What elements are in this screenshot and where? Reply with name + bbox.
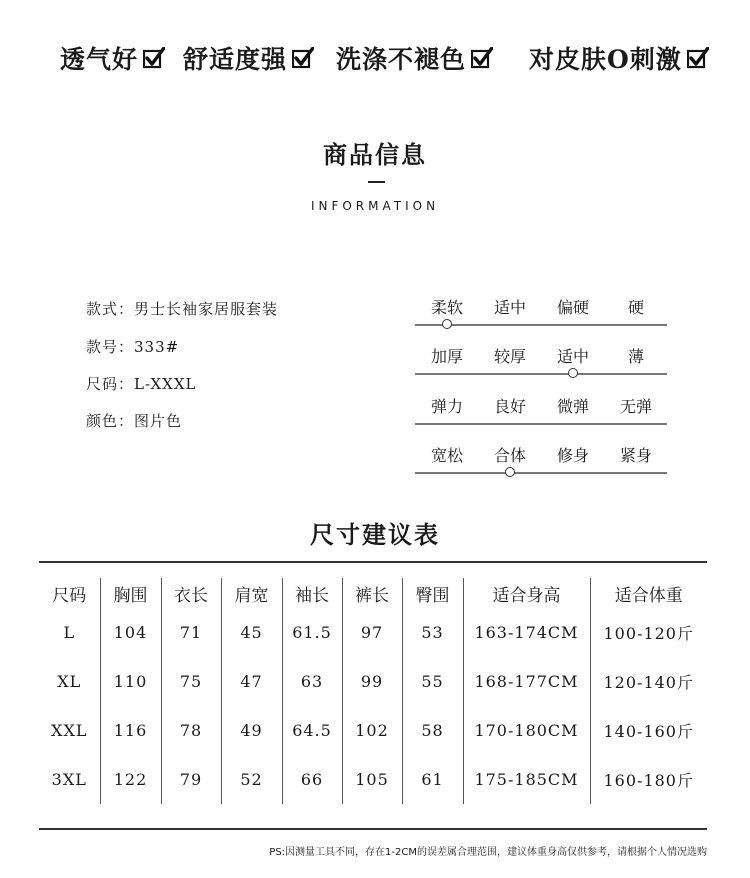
table-bottom-rule [39, 828, 707, 830]
table-row [39, 608, 707, 657]
scale-option: 较厚 [493, 347, 526, 366]
table-cell: 63 [282, 657, 342, 706]
table-cell: 105 [342, 755, 402, 804]
table-cell: 71 [161, 608, 221, 657]
header-cell: 适合体重 [590, 578, 707, 608]
scale-option: 柔软 [430, 298, 463, 317]
table-cell: 66 [282, 755, 342, 804]
table-cell: 102 [342, 706, 402, 755]
scale-option: 良好 [493, 397, 526, 416]
table-cell: XXL [51, 721, 88, 740]
table-cell: 61 [402, 755, 463, 804]
table-row [39, 657, 707, 706]
table-cell: 175-185CM [463, 755, 590, 804]
header-cell: 袖长 [282, 578, 342, 608]
scale-option: 合体 [493, 446, 526, 465]
info-subtitle: INFORMATION [310, 199, 440, 213]
feature-item [183, 40, 314, 76]
table-row [39, 706, 707, 755]
header-cell: 适合身高 [463, 578, 590, 608]
table-cell: 78 [161, 706, 221, 755]
table-cell: 100-120斤 [590, 608, 707, 657]
scale-indicator-dot [442, 319, 452, 329]
table-cell: 116 [100, 706, 161, 755]
scale-indicator-dot [505, 467, 515, 477]
table-cell: 47 [221, 657, 282, 706]
table-cell: 170-180CM [463, 706, 590, 755]
table-cell: 122 [100, 755, 161, 804]
elasticity-scale [415, 394, 667, 444]
scale-indicator-dot [568, 368, 578, 378]
spec-color: 颜色：图片色 [86, 412, 183, 430]
feature-label: 透气好 [60, 45, 139, 74]
table-cell: 163-174CM [463, 608, 590, 657]
scale-option: 紧身 [619, 446, 652, 465]
scale-option: 偏硬 [556, 298, 589, 317]
table-cell: 49 [221, 706, 282, 755]
table-cell: L [63, 623, 76, 642]
scale-option: 薄 [627, 347, 644, 366]
table-cell: 64.5 [282, 706, 342, 755]
scale-option: 适中 [556, 347, 589, 366]
spec-model-number: 款号：333# [86, 338, 180, 356]
size-table [39, 578, 707, 804]
thickness-scale [415, 344, 667, 394]
info-title: 商品信息 [323, 140, 427, 169]
feature-strip [0, 40, 750, 84]
table-cell: 140-160斤 [590, 706, 707, 755]
header-cell: 臀围 [402, 578, 463, 608]
header-cell: 胸围 [100, 578, 161, 608]
table-cell: 58 [402, 706, 463, 755]
spec-style: 款式：男士长袖家居服套装 [86, 300, 279, 318]
table-top-rule [39, 561, 707, 563]
scale-option: 微弹 [556, 397, 589, 416]
feature-item [336, 40, 493, 76]
scale-option: 无弹 [619, 397, 652, 416]
scale-track [415, 324, 667, 326]
table-cell: 61.5 [282, 608, 342, 657]
checkbox-checked-icon [292, 47, 314, 69]
table-cell: 53 [402, 608, 463, 657]
checkbox-checked-icon [143, 47, 165, 69]
feature-item [529, 40, 709, 76]
table-cell: 55 [402, 657, 463, 706]
table-cell: 52 [221, 755, 282, 804]
fit-scale [415, 443, 667, 493]
scale-track [415, 423, 667, 425]
table-cell: 79 [161, 755, 221, 804]
header-cell: 肩宽 [221, 578, 282, 608]
table-cell: 97 [342, 608, 402, 657]
table-cell: 168-177CM [463, 657, 590, 706]
table-cell: 120-140斤 [590, 657, 707, 706]
spec-size-range: 尺码：L-XXXL [86, 375, 197, 393]
header-cell: 裤长 [342, 578, 402, 608]
feature-label: 舒适度强 [183, 45, 288, 74]
scale-track [415, 472, 667, 474]
checkbox-checked-icon [687, 47, 709, 69]
table-header-row [39, 578, 707, 608]
table-cell: 104 [100, 608, 161, 657]
scale-option: 宽松 [430, 446, 463, 465]
table-row [39, 755, 707, 804]
table-cell: 75 [161, 657, 221, 706]
table-cell: 99 [342, 657, 402, 706]
table-cell: 110 [100, 657, 161, 706]
checkbox-checked-icon [471, 47, 493, 69]
scale-track [415, 373, 667, 375]
scale-option: 加厚 [430, 347, 463, 366]
feature-label: 洗涤不褪色 [336, 45, 467, 74]
table-cell: XL [57, 672, 82, 691]
softness-scale [415, 295, 667, 345]
feature-label: 对皮肤O刺激 [529, 45, 682, 74]
size-table-title: 尺寸建议表 [310, 520, 440, 549]
scale-option: 弹力 [430, 397, 463, 416]
header-cell: 衣长 [161, 578, 221, 608]
scale-option: 硬 [627, 298, 644, 317]
scale-option: 适中 [493, 298, 526, 317]
table-cell: 45 [221, 608, 282, 657]
feature-item [60, 40, 165, 76]
table-cell: 160-180斤 [590, 755, 707, 804]
table-cell: 3XL [51, 770, 87, 789]
scale-option: 修身 [556, 446, 589, 465]
title-divider [368, 181, 385, 183]
header-cell: 尺码 [52, 585, 87, 606]
measurement-note: PS:因测量工具不同，存在1-2CM的误差属合理范围，建议体重身高仅供参考，请根据个人情况选购 [269, 847, 707, 858]
